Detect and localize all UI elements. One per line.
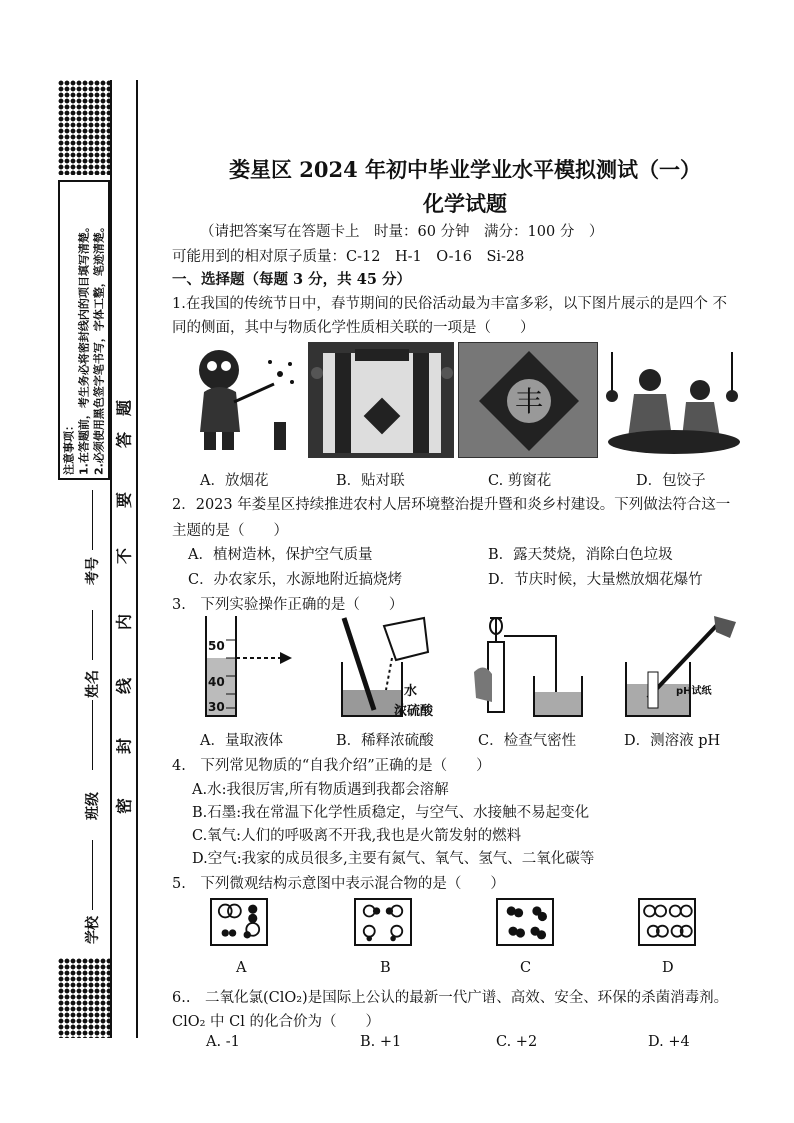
notice-line-2: 2.必须使用黑色签字笔书写，字体工整，笔迹清楚。	[92, 221, 106, 475]
q5-diagram-a	[210, 898, 268, 946]
q1-option-d[interactable]: D．包饺子	[636, 473, 706, 489]
q2-stem-line-2: 主题的是（ ）	[172, 523, 288, 539]
q3-figure-diluting-acid	[330, 612, 450, 722]
q1-picture-paper-cut	[458, 342, 598, 458]
label-water: 水	[404, 684, 418, 699]
section-heading: 一、选择题（每题 3 分，共 45 分）	[172, 271, 411, 288]
q4-option-a[interactable]: A.水:我很厉害,所有物质遇到我都会溶解	[192, 782, 449, 798]
seal-char-2: 答	[114, 431, 134, 449]
exam-no-fill-line[interactable]	[92, 490, 93, 550]
svg-text:丰: 丰	[514, 385, 544, 418]
label-exam-no: 考号	[85, 557, 101, 585]
label-class: 班级	[85, 792, 101, 820]
q2-option-a[interactable]: A．植树造林，保护空气质量	[188, 547, 373, 563]
q6-stem-line-2: ClO₂ 中 Cl 的化合价为（ ）	[172, 1014, 380, 1030]
exam-subtitle: 化学试题	[423, 191, 507, 216]
q2-option-b[interactable]: B．露天焚烧，消除白色垃圾	[488, 547, 673, 563]
q3-option-b[interactable]: B．稀释浓硫酸	[336, 733, 434, 749]
q2-stem-line-1: 2．2023 年娄星区持续推进农村人居环境整治提升暨和炎乡村建设。下列做法符合这一	[172, 497, 731, 513]
q4-option-c[interactable]: C.氧气:人们的呼吸离不开我,我也是火箭发射的燃料	[192, 828, 522, 844]
seal-char-3: 要	[114, 491, 134, 509]
seal-char-5: 内	[114, 613, 134, 631]
exam-instructions: （请把答案写在答题卡上 时量：60 分钟 满分：100 分 ）	[200, 224, 604, 240]
q6-stem-line-1: 6.. 二氧化氯(ClO₂)是国际上公认的最新一代广谱、高效、安全、环保的杀菌消毒剂。	[172, 990, 729, 1006]
q5-diagram-c	[496, 898, 554, 946]
q5-diagram-d	[638, 898, 696, 946]
atomic-masses: 可能用到的相对原子质量：C-12 H-1 O-16 Si-28	[172, 249, 525, 265]
q3-figure-graduated-cylinder	[196, 612, 296, 722]
notice-box	[58, 180, 110, 480]
cylinder-mark-50: 50	[208, 639, 225, 653]
q3-option-d[interactable]: D．测溶液 pH	[624, 733, 721, 749]
q5-label-d[interactable]: D	[662, 960, 674, 976]
label-school: 学校	[85, 916, 101, 944]
q1-option-c[interactable]: C. 剪窗花	[488, 473, 552, 489]
school-fill-line[interactable]	[92, 840, 93, 910]
q1-option-b[interactable]: B．贴对联	[336, 473, 405, 489]
decorative-dot-band-top	[58, 80, 110, 175]
q5-label-a[interactable]: A	[236, 960, 247, 976]
q5-diagram-b	[354, 898, 412, 946]
q3-figure-airtightness	[470, 612, 590, 722]
q1-stem-line-1: 1.在我国的传统节日中，春节期间的民俗活动最为丰富多彩，以下图片展示的是四个 不	[172, 296, 727, 312]
q4-stem: 4. 下列常见物质的“自我介绍”正确的是（ ）	[172, 758, 491, 774]
cylinder-mark-40: 40	[208, 675, 225, 689]
q5-stem: 5. 下列微观结构示意图中表示混合物的是（ ）	[172, 876, 505, 892]
seal-char-4: 不	[114, 547, 134, 565]
notice-line-1: 1.在答题前，考生务必将密封线内的项目填写清楚。	[77, 221, 91, 475]
binding-line-outer	[136, 80, 138, 1038]
label-ph-paper: pH试纸	[676, 686, 712, 697]
q3-option-c[interactable]: C．检查气密性	[478, 733, 577, 749]
notice-title: 注意事项：	[62, 420, 76, 475]
q6-option-d[interactable]: D. +4	[648, 1034, 690, 1050]
q6-option-c[interactable]: C. +2	[496, 1034, 538, 1050]
decorative-dot-band-bottom	[58, 958, 110, 1038]
label-conc-acid: 浓硫酸	[394, 704, 434, 719]
seal-char-6: 线	[114, 677, 134, 695]
q6-option-b[interactable]: B. +1	[360, 1034, 402, 1050]
q4-option-b[interactable]: B.石墨:我在常温下化学性质稳定，与空气、水接触不易起变化	[192, 805, 590, 821]
q6-option-a[interactable]: A. -1	[206, 1034, 240, 1050]
seal-char-1: 题	[114, 399, 134, 417]
name-fill-line[interactable]	[92, 610, 93, 660]
q1-option-a[interactable]: A．放烟花	[200, 473, 269, 489]
q2-option-d[interactable]: D．节庆时候，大量燃放烟花爆竹	[488, 572, 703, 588]
q1-stem-line-2: 同的侧面，其中与物质化学性质相关联的一项是（ ）	[172, 320, 535, 336]
q3-stem: 3. 下列实验操作正确的是（ ）	[172, 597, 404, 613]
seal-char-7: 封	[114, 737, 134, 755]
q1-picture-couplets	[308, 342, 454, 458]
q3-option-a[interactable]: A．量取液体	[200, 733, 283, 749]
seal-char-8: 密	[114, 797, 134, 815]
q5-label-b[interactable]: B	[380, 960, 391, 976]
q1-picture-dumplings	[602, 342, 744, 458]
q4-option-d[interactable]: D.空气:我家的成员很多,主要有氮气、氧气、氢气、二氧化碳等	[192, 851, 595, 867]
cylinder-mark-30: 30	[208, 700, 225, 714]
q2-option-c[interactable]: C．办农家乐，水源地附近搞烧烤	[188, 572, 403, 588]
binding-margin	[0, 0, 150, 1123]
q3-figure-ph-test	[618, 612, 742, 722]
exam-title: 娄星区 2024 年初中毕业学业水平模拟测试（一）	[228, 157, 702, 182]
class-fill-line[interactable]	[92, 700, 93, 770]
q5-label-c[interactable]: C	[520, 960, 532, 976]
label-name: 姓名	[85, 670, 101, 698]
q1-picture-fireworks	[174, 342, 304, 458]
